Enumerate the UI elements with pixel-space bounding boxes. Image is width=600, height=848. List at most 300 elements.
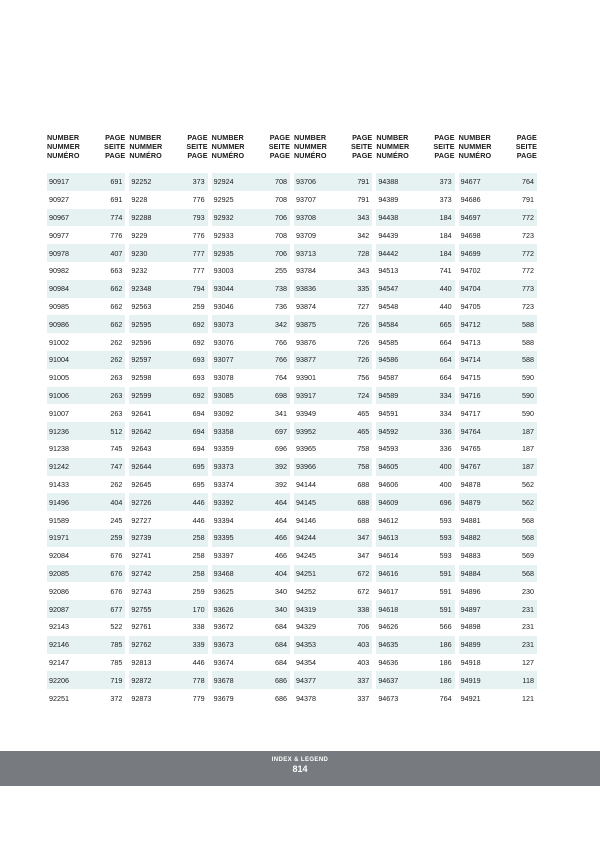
item-number: 92741 bbox=[131, 551, 152, 561]
index-row bbox=[212, 387, 290, 405]
item-number: 94918 bbox=[460, 657, 481, 667]
page-ref: 676 bbox=[110, 551, 123, 561]
index-row bbox=[294, 333, 372, 351]
item-number: 93625 bbox=[213, 586, 234, 596]
page-ref: 708 bbox=[274, 230, 287, 240]
index-row bbox=[47, 547, 125, 565]
index-row bbox=[212, 440, 290, 458]
item-number: 94144 bbox=[295, 479, 316, 489]
item-number: 91433 bbox=[49, 479, 69, 489]
page-ref: 446 bbox=[192, 657, 205, 667]
index-row bbox=[376, 191, 454, 209]
index-row bbox=[376, 244, 454, 262]
column-header bbox=[376, 133, 454, 159]
index-row bbox=[376, 511, 454, 529]
page-ref: 259 bbox=[192, 301, 205, 311]
item-number: 94587 bbox=[378, 373, 399, 383]
item-number: 92599 bbox=[131, 390, 152, 400]
index-row bbox=[129, 529, 207, 547]
item-number: 93397 bbox=[213, 551, 234, 561]
item-number: 94389 bbox=[378, 195, 399, 205]
item-number: 94764 bbox=[460, 426, 481, 436]
index-row bbox=[47, 369, 125, 387]
item-number: 93874 bbox=[295, 301, 316, 311]
page-ref: 465 bbox=[357, 426, 370, 436]
index-row bbox=[47, 422, 125, 440]
index-row bbox=[376, 689, 454, 707]
index-row bbox=[294, 565, 372, 583]
item-number: 91496 bbox=[49, 497, 69, 507]
index-row bbox=[129, 440, 207, 458]
item-number: 93046 bbox=[213, 301, 234, 311]
page-ref: 727 bbox=[357, 301, 370, 311]
page-ref: 777 bbox=[192, 266, 205, 276]
item-number: 93836 bbox=[295, 284, 316, 294]
index-row bbox=[294, 226, 372, 244]
item-number: 94547 bbox=[378, 284, 399, 294]
item-number: 93044 bbox=[213, 284, 234, 294]
page-ref: 338 bbox=[357, 604, 370, 614]
item-number: 93679 bbox=[213, 693, 234, 703]
index-row bbox=[129, 244, 207, 262]
index-row bbox=[212, 582, 290, 600]
footer-band bbox=[0, 751, 600, 786]
page-ref: 340 bbox=[274, 604, 287, 614]
index-row bbox=[459, 636, 537, 654]
index-row bbox=[129, 511, 207, 529]
page-ref: 691 bbox=[110, 177, 123, 187]
item-number: 93092 bbox=[213, 408, 234, 418]
column-header bbox=[129, 133, 207, 159]
page-ref: 686 bbox=[274, 693, 287, 703]
page-ref: 776 bbox=[192, 195, 205, 205]
index-row bbox=[376, 529, 454, 547]
item-number: 94897 bbox=[460, 604, 481, 614]
index-row bbox=[459, 333, 537, 351]
index-row bbox=[129, 689, 207, 707]
index-row bbox=[459, 493, 537, 511]
index-column-4 bbox=[294, 133, 372, 707]
index-row bbox=[129, 636, 207, 654]
item-number: 93952 bbox=[295, 426, 316, 436]
page-ref: 590 bbox=[521, 408, 534, 418]
page-ref: 121 bbox=[521, 693, 534, 703]
page-ref: 588 bbox=[521, 319, 534, 329]
item-number: 91238 bbox=[49, 444, 69, 454]
item-number: 94354 bbox=[295, 657, 316, 667]
item-number: 90967 bbox=[49, 212, 69, 222]
index-row bbox=[459, 689, 537, 707]
item-number: 94244 bbox=[295, 533, 316, 543]
page-ref: 773 bbox=[521, 284, 534, 294]
page-ref: 230 bbox=[521, 586, 534, 596]
item-number: 9230 bbox=[131, 248, 148, 258]
index-row bbox=[294, 369, 372, 387]
index-row bbox=[129, 422, 207, 440]
page-ref: 708 bbox=[274, 177, 287, 187]
index-row bbox=[129, 191, 207, 209]
index-row bbox=[129, 565, 207, 583]
column-header bbox=[212, 133, 290, 159]
item-number: 92762 bbox=[131, 640, 152, 650]
item-number: 93917 bbox=[295, 390, 316, 400]
page-ref: 691 bbox=[110, 195, 123, 205]
page-ref: 764 bbox=[439, 693, 452, 703]
index-row bbox=[129, 458, 207, 476]
item-number: 93078 bbox=[213, 373, 234, 383]
index-row bbox=[459, 618, 537, 636]
page-ref: 373 bbox=[439, 195, 452, 205]
index-row bbox=[47, 351, 125, 369]
item-number: 93706 bbox=[295, 177, 316, 187]
index-row bbox=[212, 173, 290, 191]
page-ref: 693 bbox=[192, 373, 205, 383]
page-ref: 407 bbox=[110, 248, 123, 258]
item-number: 92742 bbox=[131, 568, 152, 578]
page-ref: 726 bbox=[357, 319, 370, 329]
index-row bbox=[376, 493, 454, 511]
index-row bbox=[459, 280, 537, 298]
index-row bbox=[47, 476, 125, 494]
index-row bbox=[212, 671, 290, 689]
column-rows bbox=[294, 173, 372, 707]
page-ref: 262 bbox=[110, 337, 123, 347]
item-number: 91002 bbox=[49, 337, 69, 347]
index-row bbox=[459, 315, 537, 333]
index-row bbox=[459, 298, 537, 316]
item-number: 92597 bbox=[131, 355, 152, 365]
item-number: 90927 bbox=[49, 195, 69, 205]
index-row bbox=[47, 280, 125, 298]
page-header: PAGE SEITE PAGE bbox=[515, 133, 537, 160]
index-row bbox=[459, 458, 537, 476]
item-number: 94899 bbox=[460, 640, 481, 650]
index-row bbox=[376, 671, 454, 689]
index-row bbox=[459, 369, 537, 387]
page-ref: 262 bbox=[110, 479, 123, 489]
page-ref: 464 bbox=[274, 515, 287, 525]
page-ref: 764 bbox=[521, 177, 534, 187]
item-number: 94438 bbox=[378, 212, 399, 222]
index-row bbox=[212, 689, 290, 707]
item-number: 94635 bbox=[378, 640, 399, 650]
page-ref: 263 bbox=[110, 373, 123, 383]
index-row bbox=[376, 654, 454, 672]
section-label: INDEX & LEGEND bbox=[271, 757, 329, 763]
index-row bbox=[212, 369, 290, 387]
index-row bbox=[459, 547, 537, 565]
page-ref: 794 bbox=[192, 284, 205, 294]
index-row bbox=[212, 547, 290, 565]
page-ref: 693 bbox=[192, 355, 205, 365]
item-number: 94712 bbox=[460, 319, 481, 329]
index-column-5 bbox=[376, 133, 454, 707]
index-row bbox=[376, 476, 454, 494]
page-ref: 568 bbox=[521, 568, 534, 578]
item-number: 92084 bbox=[49, 551, 69, 561]
page-ref: 706 bbox=[274, 212, 287, 222]
page-ref: 400 bbox=[439, 462, 452, 472]
index-row bbox=[294, 618, 372, 636]
index-row bbox=[294, 244, 372, 262]
page-ref: 696 bbox=[274, 444, 287, 454]
item-number: 93077 bbox=[213, 355, 234, 365]
page-ref: 779 bbox=[192, 693, 205, 703]
page-ref: 791 bbox=[357, 195, 370, 205]
item-number: 92596 bbox=[131, 337, 152, 347]
number-header: NUMBER NUMMER NUMÉRO bbox=[47, 133, 80, 160]
page-ref: 392 bbox=[274, 462, 287, 472]
item-number: 94716 bbox=[460, 390, 481, 400]
item-number: 92925 bbox=[213, 195, 234, 205]
item-number: 94704 bbox=[460, 284, 481, 294]
item-number: 93709 bbox=[295, 230, 316, 240]
item-number: 92932 bbox=[213, 212, 234, 222]
index-row bbox=[459, 351, 537, 369]
column-rows bbox=[376, 173, 454, 707]
page-ref: 774 bbox=[110, 212, 123, 222]
page-ref: 343 bbox=[357, 212, 370, 222]
item-number: 90917 bbox=[49, 177, 69, 187]
index-row bbox=[47, 511, 125, 529]
item-number: 93784 bbox=[295, 266, 316, 276]
index-row bbox=[47, 298, 125, 316]
index-row bbox=[47, 493, 125, 511]
page-ref: 738 bbox=[274, 284, 287, 294]
item-number: 94879 bbox=[460, 497, 481, 507]
page-ref: 590 bbox=[521, 373, 534, 383]
index-row bbox=[212, 315, 290, 333]
index-row bbox=[129, 298, 207, 316]
page-ref: 664 bbox=[439, 337, 452, 347]
index-row bbox=[47, 654, 125, 672]
index-row bbox=[459, 511, 537, 529]
page-ref: 694 bbox=[192, 426, 205, 436]
page-ref: 588 bbox=[521, 337, 534, 347]
page-ref: 118 bbox=[522, 675, 534, 685]
index-row bbox=[212, 654, 290, 672]
item-number: 94618 bbox=[378, 604, 399, 614]
index-row bbox=[376, 333, 454, 351]
index-row bbox=[459, 173, 537, 191]
item-number: 92727 bbox=[131, 515, 152, 525]
page-ref: 263 bbox=[110, 390, 123, 400]
page-ref: 186 bbox=[439, 640, 452, 650]
item-number: 94589 bbox=[378, 390, 399, 400]
page-ref: 259 bbox=[110, 533, 123, 543]
index-row bbox=[47, 404, 125, 422]
index-row bbox=[294, 404, 372, 422]
item-number: 92755 bbox=[131, 604, 152, 614]
index-row bbox=[129, 618, 207, 636]
index-row bbox=[376, 458, 454, 476]
item-number: 92206 bbox=[49, 675, 69, 685]
page-ref: 184 bbox=[439, 248, 452, 258]
column-rows bbox=[129, 173, 207, 707]
item-number: 94245 bbox=[295, 551, 316, 561]
index-row bbox=[212, 191, 290, 209]
item-number: 93966 bbox=[295, 462, 316, 472]
page-ref: 170 bbox=[192, 604, 205, 614]
item-number: 93673 bbox=[213, 640, 234, 650]
item-number: 9232 bbox=[131, 266, 148, 276]
item-number: 94636 bbox=[378, 657, 399, 667]
index-row bbox=[376, 298, 454, 316]
page-ref: 440 bbox=[439, 284, 452, 294]
index-row bbox=[376, 600, 454, 618]
item-number: 90986 bbox=[49, 319, 69, 329]
index-row bbox=[294, 191, 372, 209]
page-ref: 676 bbox=[110, 586, 123, 596]
page-ref: 758 bbox=[357, 462, 370, 472]
page-ref: 372 bbox=[110, 693, 123, 703]
index-row bbox=[129, 582, 207, 600]
item-number: 93076 bbox=[213, 337, 234, 347]
item-number: 94715 bbox=[460, 373, 481, 383]
page-ref: 568 bbox=[521, 515, 534, 525]
index-row bbox=[376, 618, 454, 636]
index-row bbox=[376, 209, 454, 227]
page-header: PAGE SEITE PAGE bbox=[268, 133, 290, 160]
page-ref: 231 bbox=[521, 604, 534, 614]
index-row bbox=[47, 315, 125, 333]
page-ref: 339 bbox=[192, 640, 205, 650]
item-number: 93678 bbox=[213, 675, 234, 685]
item-number: 94606 bbox=[378, 479, 399, 489]
index-row bbox=[212, 618, 290, 636]
number-header: NUMBER NUMMER NUMÉRO bbox=[376, 133, 410, 160]
item-number: 92924 bbox=[213, 177, 234, 187]
item-number: 92143 bbox=[49, 622, 69, 632]
item-number: 93073 bbox=[213, 319, 234, 329]
page-ref: 694 bbox=[192, 444, 205, 454]
page-ref: 335 bbox=[357, 284, 370, 294]
index-row bbox=[47, 565, 125, 583]
item-number: 94883 bbox=[460, 551, 481, 561]
page-ref: 662 bbox=[110, 284, 123, 294]
item-number: 93626 bbox=[213, 604, 234, 614]
index-row bbox=[459, 565, 537, 583]
index-row bbox=[47, 600, 125, 618]
item-number: 93392 bbox=[213, 497, 234, 507]
index-table bbox=[47, 133, 537, 707]
page-ref: 772 bbox=[521, 266, 534, 276]
item-number: 93394 bbox=[213, 515, 234, 525]
index-row bbox=[212, 493, 290, 511]
item-number: 94921 bbox=[460, 693, 481, 703]
item-number: 93358 bbox=[213, 426, 234, 436]
page-ref: 466 bbox=[274, 533, 287, 543]
item-number: 93901 bbox=[295, 373, 316, 383]
item-number: 92644 bbox=[131, 462, 152, 472]
page-ref: 736 bbox=[274, 301, 287, 311]
index-row bbox=[47, 582, 125, 600]
item-number: 93468 bbox=[213, 568, 234, 578]
index-row bbox=[294, 654, 372, 672]
index-row bbox=[294, 209, 372, 227]
page-ref: 340 bbox=[274, 586, 287, 596]
index-row bbox=[294, 315, 372, 333]
item-number: 94613 bbox=[378, 533, 399, 543]
page-number: 814 bbox=[292, 764, 308, 774]
page-ref: 186 bbox=[439, 675, 452, 685]
index-row bbox=[294, 458, 372, 476]
item-number: 93713 bbox=[295, 248, 316, 258]
index-row bbox=[212, 422, 290, 440]
item-number: 93395 bbox=[213, 533, 234, 543]
index-row bbox=[129, 315, 207, 333]
page-ref: 728 bbox=[357, 248, 370, 258]
item-number: 92251 bbox=[49, 693, 69, 703]
item-number: 92645 bbox=[131, 479, 152, 489]
page-ref: 347 bbox=[357, 551, 370, 561]
index-row bbox=[47, 671, 125, 689]
page-ref: 562 bbox=[521, 497, 534, 507]
item-number: 92761 bbox=[131, 622, 152, 632]
item-number: 94637 bbox=[378, 675, 399, 685]
index-row bbox=[47, 244, 125, 262]
page-ref: 337 bbox=[357, 693, 370, 703]
index-row bbox=[129, 387, 207, 405]
page-ref: 663 bbox=[110, 266, 123, 276]
item-number: 92085 bbox=[49, 568, 69, 578]
index-row bbox=[376, 582, 454, 600]
index-row bbox=[294, 173, 372, 191]
page-ref: 724 bbox=[357, 390, 370, 400]
page-ref: 588 bbox=[521, 355, 534, 365]
index-row bbox=[212, 511, 290, 529]
page-ref: 785 bbox=[110, 640, 123, 650]
index-row bbox=[129, 262, 207, 280]
page-ref: 591 bbox=[439, 568, 452, 578]
item-number: 92739 bbox=[131, 533, 152, 543]
page-ref: 772 bbox=[521, 212, 534, 222]
page-ref: 676 bbox=[110, 568, 123, 578]
index-row bbox=[47, 191, 125, 209]
page-ref: 695 bbox=[192, 462, 205, 472]
page-ref: 342 bbox=[357, 230, 370, 240]
index-row bbox=[47, 440, 125, 458]
page-ref: 373 bbox=[439, 177, 452, 187]
item-number: 92146 bbox=[49, 640, 69, 650]
item-number: 94617 bbox=[378, 586, 399, 596]
page-ref: 665 bbox=[439, 319, 452, 329]
index-row bbox=[294, 387, 372, 405]
index-row bbox=[212, 280, 290, 298]
index-row bbox=[376, 280, 454, 298]
page-ref: 726 bbox=[357, 337, 370, 347]
item-number: 94377 bbox=[295, 675, 316, 685]
index-row bbox=[212, 333, 290, 351]
item-number: 94717 bbox=[460, 408, 481, 418]
page-ref: 745 bbox=[110, 444, 123, 454]
page-ref: 336 bbox=[439, 426, 452, 436]
page-ref: 696 bbox=[439, 497, 452, 507]
item-number: 94609 bbox=[378, 497, 399, 507]
page-ref: 263 bbox=[110, 408, 123, 418]
page-ref: 245 bbox=[110, 515, 123, 525]
page-ref: 723 bbox=[521, 301, 534, 311]
item-number: 93672 bbox=[213, 622, 234, 632]
page-ref: 337 bbox=[357, 675, 370, 685]
item-number: 93003 bbox=[213, 266, 234, 276]
item-number: 94593 bbox=[378, 444, 399, 454]
item-number: 94145 bbox=[295, 497, 316, 507]
item-number: 94616 bbox=[378, 568, 399, 578]
page-ref: 187 bbox=[521, 444, 534, 454]
page-ref: 334 bbox=[439, 390, 452, 400]
index-row bbox=[47, 333, 125, 351]
